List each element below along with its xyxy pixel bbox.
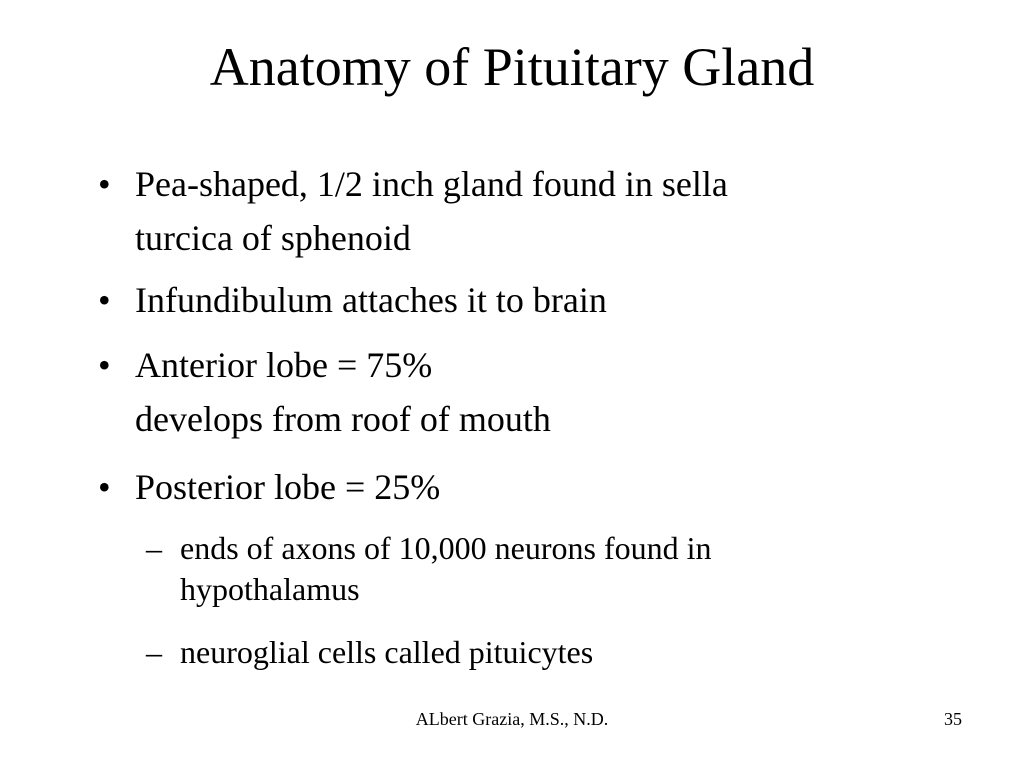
bullet-marker: • <box>98 345 111 385</box>
bullet-marker: • <box>98 280 111 320</box>
slide-title: Anatomy of Pituitary Gland <box>209 37 815 97</box>
bullet-line: Pea-shaped, 1/2 inch gland found in sella <box>135 164 728 204</box>
slide-footer <box>0 706 1024 732</box>
bullet-line: Posterior lobe = 25% <box>135 467 441 507</box>
bullet-marker: • <box>98 467 111 507</box>
bullet-text <box>135 157 935 265</box>
subbullet-line: neuroglial cells called pituicytes <box>180 634 594 670</box>
subbullet-text <box>180 632 940 673</box>
subbullet-text <box>180 528 940 610</box>
subbullet-marker: – <box>146 530 162 566</box>
bullet-text <box>135 273 935 327</box>
bullet-line: Anterior lobe = 75% <box>135 345 433 385</box>
footer-author: ALbert Grazia, M.S., N.D. <box>415 709 609 729</box>
bullet-line: develops from roof of mouth <box>135 399 551 439</box>
bullet-line: turcica of sphenoid <box>135 218 411 258</box>
page-number: 35 <box>944 709 962 729</box>
subbullet-marker: – <box>146 634 162 670</box>
bullet-line: Infundibulum attaches it to brain <box>135 280 607 320</box>
bullet-text <box>135 338 935 446</box>
bullet-marker: • <box>98 164 111 204</box>
bullet-text <box>135 460 935 514</box>
subbullet-line: ends of axons of 10,000 neurons found in <box>180 530 712 566</box>
subbullet-line: hypothalamus <box>180 571 360 607</box>
